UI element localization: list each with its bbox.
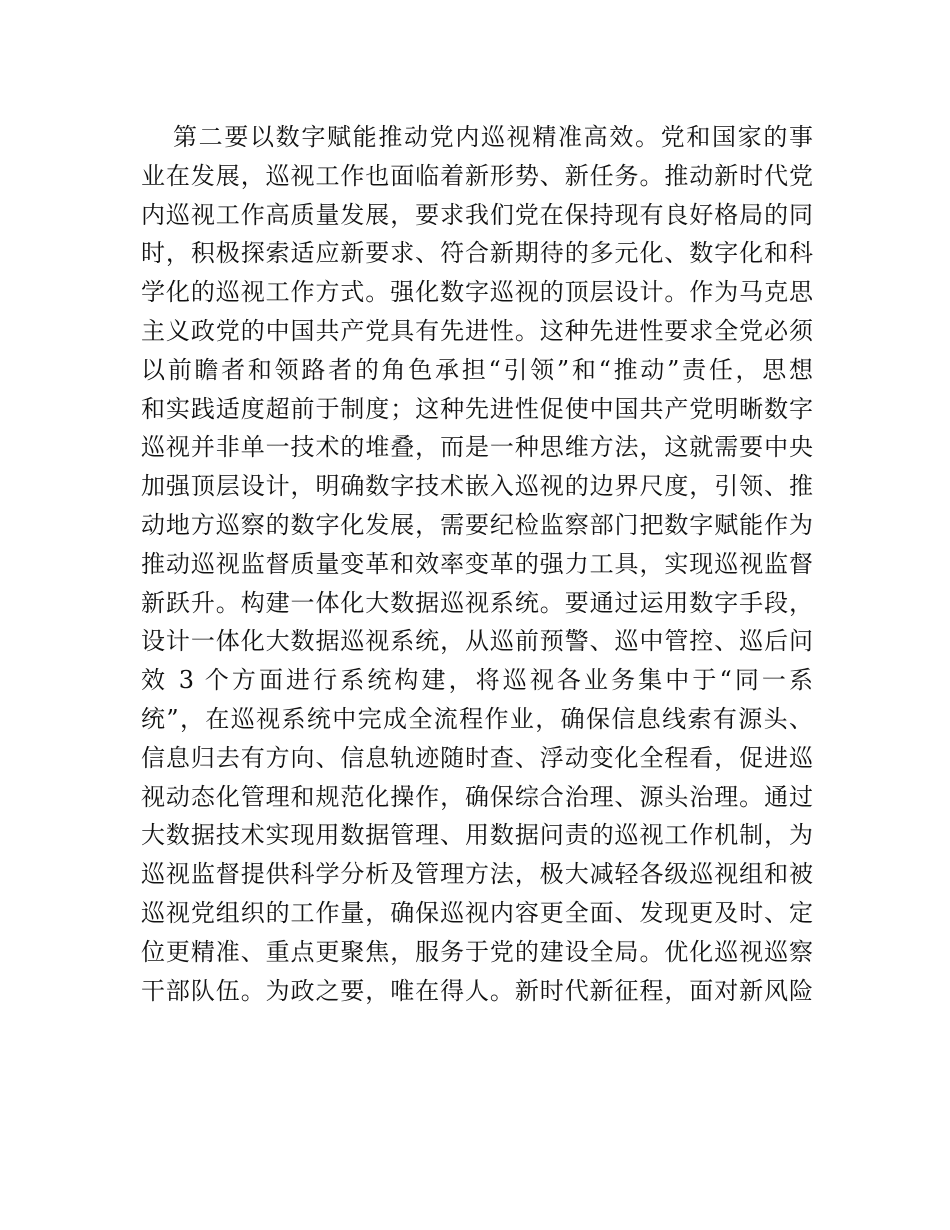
text-line-2: 业在发展，巡视工作也面临着新形势、新任务。推动新时代党 bbox=[141, 161, 813, 190]
text-line-16: 统”，在巡视系统中完成全流程作业，确保信息线索有源头、 bbox=[141, 704, 813, 733]
text-line-21: 巡视党组织的工作量，确保巡视内容更全面、发现更及时、定 bbox=[141, 898, 813, 927]
text-line-13: 新跃升。构建一体化大数据巡视系统。要通过运用数字手段， bbox=[141, 588, 813, 617]
text-line-10: 加强顶层设计，明确数字技术嵌入巡视的边界尺度，引领、推 bbox=[141, 472, 813, 501]
text-line-22: 位更精准、重点更聚焦，服务于党的建设全局。优化巡视巡察 bbox=[141, 937, 813, 966]
text-line-5: 学化的巡视工作方式。强化数字巡视的顶层设计。作为马克思 bbox=[141, 278, 813, 307]
text-line-20: 巡视监督提供科学分析及管理方法，极大减轻各级巡视组和被 bbox=[141, 860, 813, 889]
text-line-17: 信息归去有方向、信息轨迹随时查、浮动变化全程看，促进巡 bbox=[141, 743, 813, 772]
text-line-9: 巡视并非单一技术的堆叠，而是一种思维方法，这就需要中央 bbox=[141, 433, 813, 462]
text-line-6: 主义政党的中国共产党具有先进性。这种先进性要求全党必须 bbox=[141, 316, 813, 345]
text-line-15: 效 3 个方面进行系统构建，将巡视各业务集中于“同一系 bbox=[141, 666, 813, 695]
text-line-1: 第二要以数字赋能推动党内巡视精准高效。党和国家的事 bbox=[173, 123, 813, 151]
text-line-8: 和实践适度超前于制度；这种先进性促使中国共产党明晰数字 bbox=[141, 394, 813, 423]
body-paragraph bbox=[141, 118, 813, 1010]
text-line-7: 以前瞻者和领路者的角色承担“引领”和“推动”责任，思想 bbox=[141, 355, 813, 384]
text-line-12: 推动巡视监督质量变革和效率变革的强力工具，实现巡视监督 bbox=[141, 549, 813, 578]
text-line-4: 时，积极探索适应新要求、符合新期待的多元化、数字化和科 bbox=[141, 239, 813, 268]
text-line-14: 设计一体化大数据巡视系统，从巡前预警、巡中管控、巡后问 bbox=[141, 627, 813, 656]
text-line-19: 大数据技术实现用数据管理、用数据问责的巡视工作机制，为 bbox=[141, 821, 813, 850]
text-line-23: 干部队伍。为政之要，唯在得人。新时代新征程，面对新风险 bbox=[141, 976, 813, 1005]
text-line-3: 内巡视工作高质量发展，要求我们党在保持现有良好格局的同 bbox=[141, 200, 813, 229]
text-line-18: 视动态化管理和规范化操作，确保综合治理、源头治理。通过 bbox=[141, 782, 813, 811]
text-line-11: 动地方巡察的数字化发展，需要纪检监察部门把数字赋能作为 bbox=[141, 510, 813, 539]
